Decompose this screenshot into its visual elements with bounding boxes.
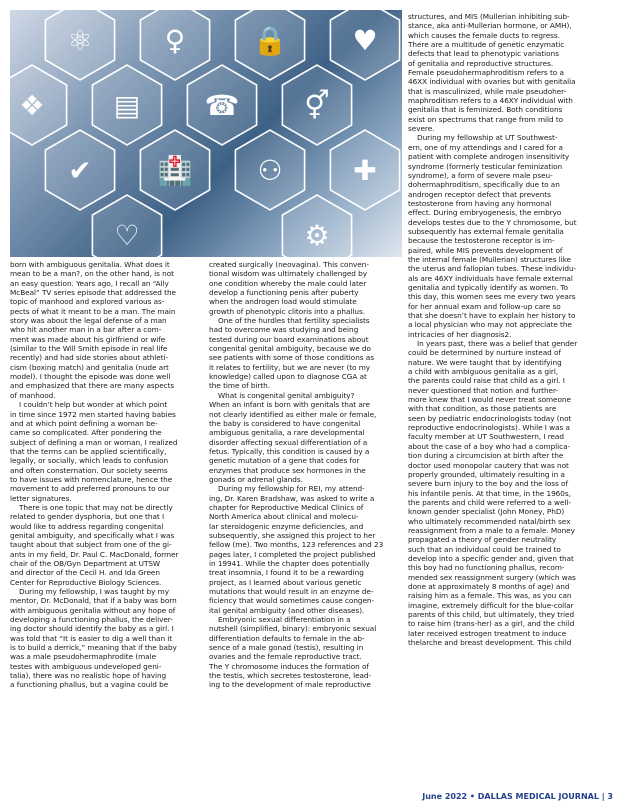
text-line: testosterone from having any hormonal [408,198,552,208]
text-line: imagine, extremely difficult for the blue-collar [408,600,574,610]
text-line: What is congenital genital ambiguity? [218,390,355,400]
text-line: ficiency that would sometimes cause congen- [209,596,375,606]
text-line: syndrome (formerly testicular feminization [408,161,563,171]
text-line: with ambiguous genitalia without any hope of [10,605,176,615]
text-line: such that an individual could be trained to [408,544,561,554]
text-line: never questioned that notion and further- [408,385,559,395]
text-line: Center for Reproductive Biology Sciences. [10,577,162,587]
text-line: subject of defining a man or woman, I realized [10,437,178,447]
text-line: a functioning phallus, but a vagina could be [10,680,169,690]
svg-text:🔒: 🔒 [252,24,288,57]
text-line: the baby is considered to have congenital [209,418,361,428]
text-line: als are 46XY individuals have female external [408,273,573,283]
text-line: the parents and child were referred to a well- [408,497,571,507]
text-line: his infantile penis. At that time, in the 1960s, [408,488,571,498]
id-card-icon [92,65,161,145]
text-line: nature. We were taught that by identifying [408,357,562,367]
text-line: reproductive endocrinologists). While I was a [408,423,570,433]
text-line: gonads or adrenal glands. [209,474,303,484]
text-line: ing doctor should identify the baby as a girl. I [10,624,174,634]
text-line: tion during a circumcision at birth after the [408,451,564,461]
text-line: develop into a specific gender and, given that [408,553,574,563]
text-line: ing to the development of male reproductive [209,680,371,690]
phone-icon [187,65,256,145]
text-line: exist on spectrums that range from mild to [408,114,564,124]
text-line: born with ambiguous genitalia. What does it [10,260,170,269]
text-line: paired, while MIS prevents development of [408,245,563,255]
text-line: not clearly identified as either male or female, [209,409,377,419]
gender-symbol-icon [282,65,351,145]
text-line: severe. [408,124,435,134]
syringe-icon [330,130,399,210]
svg-text:♀: ♀ [164,24,186,57]
text-line: more knew that I would never treat someone [408,395,571,405]
text-line: the internal female (Mullerian) structures like [408,254,572,264]
text-line: thelarche and breast development. This child [408,638,572,648]
text-line: to have issues with nomenclature, hence the [10,474,173,484]
heart-plus-icon [330,10,399,80]
article-column-1 [10,260,205,690]
text-line: treat insomnia, I found it to be a rewarding [209,568,364,578]
text-line: subsequently, she assigned this project to her [209,530,376,540]
text-line: had to overcome was studying and being [209,325,359,335]
article-column-3 [408,12,616,647]
text-line: growth of phenotypic clitoris into a phallus. [209,306,365,316]
text-line: During my fellowship at UT Southwest- [417,133,558,143]
female-symbol-icon [140,10,209,80]
text-line: severe burn injury to the boy and the loss of [408,479,568,489]
text-line: topic of manhood and explored various as- [10,297,165,307]
text-line: properly grounded, ultimately resulting in a [408,469,565,479]
svg-text:❖: ❖ [19,89,45,122]
text-line: came so complicated. After pondering the [10,428,162,438]
text-line: ambiguous genitalia, a rare developmental [209,428,365,438]
text-line: During my fellowship for REI, my attend- [218,484,365,494]
text-line: of genitalia and reproductive structures. [408,58,554,68]
text-line: Female pseudohermaphroditism refers to a [408,68,564,78]
text-line: that she doesn’t have to explain her history to [408,311,576,320]
text-line: When an infant is born with genitals that are [209,400,370,410]
text-line: During my fellowship, I was taught by my [19,587,169,597]
text-line: knowledge) called upon to diagnose CGA at [209,372,367,382]
text-line: because the testosterone receptor is im- [408,236,555,246]
text-line: subsequently has external female genitalia [408,226,564,236]
text-line: chair of the OB/Gyn Department at UTSW [10,559,161,568]
text-line: genetic mutation of a gene that codes for [209,456,360,466]
hexagon-icon-grid [10,10,402,257]
text-line: when the androgen load would stimulate [209,297,357,307]
text-line: letter signatures. [10,493,72,503]
text-line: ital genital ambiguity (and other diseases). [209,605,365,615]
hero-image [10,10,402,257]
text-line: There is one topic that may not be directly [19,502,173,512]
svg-text:⚙: ⚙ [304,219,330,252]
text-line: created surgically (neovagina). This conven- [209,260,369,269]
svg-text:🏥: 🏥 [157,154,193,187]
text-line: for her annual exam and follow-up care so [408,301,561,311]
text-line: androgen receptor defect that prevents [408,189,551,199]
text-line: ment was made about his girlfriend or wife [10,334,166,344]
text-line: faculty member at UT Southwestern, I read [408,432,564,442]
text-line: tested during our board examinations about [209,334,369,344]
text-line: sence of a male gonad (testis), resulting in [209,643,364,653]
text-line: about the case of a boy who had a complica- [408,441,571,451]
text-line: dohermaphroditism, specifically due to an [408,180,560,190]
text-line: recently) and had side stories about athleti- [10,353,169,363]
text-line: in time since 1972 men started having babies [10,409,176,419]
text-line: developing a functioning phallus, the deliver- [10,615,173,625]
text-line: seen by pediatric endocrinologists today (not [408,413,572,423]
text-line: genitalia and typically identify as women. To [408,282,569,292]
text-line: the testis, which secretes testosterone, lead- [209,671,372,681]
hospital-icon [140,130,209,210]
document-check-icon [45,130,114,210]
text-line: that the terms can be applied scientifically, [10,446,167,456]
text-line: it relates to fertility, but we are never (to my [209,362,371,372]
text-line: and director of the Cecil H. and Ida Green [10,568,160,578]
network-icon [10,65,67,145]
text-line: mentor, Dr. McDonald, that if a baby was born [10,596,177,606]
text-line: tional wisdom was ultimately challenged by [209,269,368,279]
atom-icon [45,10,114,80]
text-line: could be determined by nurture instead of [408,348,561,358]
text-line: story was about the legal defense of a man [10,316,167,326]
text-line: project, as I learned about various genetic [209,577,362,587]
svg-text:♡: ♡ [114,219,140,252]
text-line: The Y chromosome induces the formation of [209,661,369,671]
text-line: ing, Dr. Karen Bradshaw, was asked to write a [209,493,375,503]
text-line: this boy had no functioning phallus, recom- [408,563,565,573]
text-line: maphroditism refers to a 46XY individual with [408,96,573,106]
text-line: One of the hurdles that fertility specialists [218,316,370,326]
text-line: to raise him (trans-her) as a girl, and the child [408,619,575,629]
text-line: was a male pseudohermaphrodite (male [10,652,157,662]
text-line: cism (boxing match) and genitalia (nude art [10,362,169,372]
text-line: mutations that would result in an enzyme de- [209,587,374,597]
text-line: related to gender dysphoria, but one that I [10,512,165,522]
text-line: done at approximately 8 months of age) and [408,581,570,591]
text-line: pages later, I completed the project published [209,549,376,559]
svg-text:✚: ✚ [353,154,377,187]
article-column-2 [209,260,405,690]
text-line: that is masculinized, while male pseudoher- [408,86,567,96]
text-line: and at which point defining a woman be- [10,418,158,428]
text-line: reassignment from a male to a female. Money [408,525,575,535]
hand-heart-icon [92,195,161,257]
text-line: a child with ambiguous genitalia as a girl, [408,367,559,377]
text-line: model). I thought the episode was done well [10,372,171,382]
text-line: who ultimately recommended natal/birth sex [408,516,571,526]
text-line: disorder affecting sexual differentiation of a [209,437,368,447]
text-line: would like to address regarding congenital [10,521,164,531]
text-line: a local physician who may not appreciate the [408,320,572,330]
text-line: nutshell (simplified, binary): embryonic sexual [209,624,377,634]
text-line: mended sex reassignment surgery (which was [408,572,576,582]
text-line: the parents could raise that child as a girl. I [408,376,565,386]
text-line: known gender specialist (John Money, PhD) [408,507,565,517]
text-line: (similar to the Will Smith episode in real life [10,344,168,354]
text-line: I couldn’t help but wonder at which point [19,400,168,410]
text-line: intricacies of her diagnosis2. [408,329,512,339]
text-line: ants in my field, Dr. Paul C. MacDonald, former [10,549,179,559]
text-line: parents of this child, but ultimately, they tried [408,610,575,619]
text-line: syndrome), a form of severe male pseu- [408,170,553,180]
text-line: see patients with some of those conditions as [209,353,374,363]
text-line: chapter for Reproductive Medical Clinics of [209,502,364,512]
text-line: mean to be a man?, on the other hand, is not [10,269,174,279]
text-line: effect. During embryogenesis, the embryo [408,208,562,218]
text-line: fellow (me). Two months, 123 references and 23 [209,540,384,550]
text-line: In years past, there was a belief that gender [417,339,578,349]
svg-text:⚇: ⚇ [257,154,283,187]
text-line: lar steroidogenic enzyme deficiencies, and [209,521,364,531]
lock-icon [235,10,304,80]
text-line: and emphasized that there are many aspects [10,381,175,391]
text-line: was told that “It is easier to dig a well than it [10,633,173,643]
svg-text:✔: ✔ [68,154,92,187]
text-line: ern, one of my attendings and I cared for a [408,142,563,152]
text-line: raising him as a female. This was, as you can [408,591,572,601]
text-line: this day, this women sees me every two years [408,292,576,302]
text-line: pects of what it meant to be a man. The main [10,306,176,316]
text-line: defects that lead to phenotypic variations [408,49,559,59]
text-line: testes with ambiguous undeveloped geni- [10,661,162,671]
text-line: in 19941. While the chapter does potentially [209,559,370,568]
text-line: is to build a derrick,” meaning that if the baby [10,643,177,653]
medical-team-icon [235,130,304,210]
text-line: genitalia that is feminized. Both conditions [408,105,563,115]
text-line: which causes the female ducts to regress. [408,30,560,40]
text-line: propagated a theory of gender neutrality [408,535,557,545]
text-line: fetus. Typically, this condition is caused by a [209,446,370,456]
text-line: develops testes due to the Y chromosome, but [408,217,577,227]
page-footer: June 2022 • DALLAS MEDICAL JOURNAL | 3 [422,792,613,801]
robot-arm-icon [282,195,351,257]
svg-text:⚥: ⚥ [304,89,330,122]
text-line: congenital genital ambiguity, because we do [209,344,371,354]
text-line: There are a multitude of genetic enzymatic [408,40,565,50]
text-line: one condition whereby the male could later [209,278,367,288]
svg-text:▤: ▤ [113,89,141,122]
text-line: doctor used monopolar cautery that was not [408,460,569,470]
text-line: McBeal” TV series episode that addressed the [10,288,176,298]
text-line: structures, and MIS (Mullerian inhibiting sub- [408,12,570,21]
text-line: later received estrogen treatment to induce [408,628,567,638]
text-line: who hit another man in a bar after a com- [10,325,162,335]
svg-text:☎: ☎ [204,89,240,122]
text-line: 46XX individual with ovaries but with genitalia [408,77,576,87]
text-line: of manhood. [10,390,56,400]
text-line: talia), there was no realistic hope of having [10,671,167,681]
text-line: Embryonic sexual differentiation in a [218,615,351,625]
text-line: North America about clinical and molecu- [209,512,359,522]
text-line: enzymes that produce sex hormones in the [209,465,366,475]
text-line: patient with complete androgen insensitivity [408,152,570,162]
text-line: taught about that subject from one of the gi- [10,540,172,550]
text-line: and often consternation. Our society seems [10,465,168,475]
text-line: movement to add preferred pronouns to our [10,484,170,494]
text-line: an easy question. Years ago, I recall an “Ally [10,278,169,288]
text-line: with that condition, as those patients are [408,404,557,414]
text-line: the time of birth. [209,381,271,391]
text-line: differentiation defaults to female in the ab- [209,633,365,643]
text-line: ovaries and the female reproductive tract. [209,652,362,662]
svg-text:⚛: ⚛ [67,24,93,57]
text-line: genital ambiguity, and specifically what I was [10,530,175,540]
text-line: develop a functioning penis after puberty [209,288,359,298]
text-line: stance, aka anti-Mullerian hormone, or AMH), [408,21,572,31]
text-line: legally, or socially, which leads to confusion [10,456,169,466]
text-line: the uterus and fallopian tubes. These individu- [408,264,577,274]
svg-text:♥: ♥ [352,24,378,57]
